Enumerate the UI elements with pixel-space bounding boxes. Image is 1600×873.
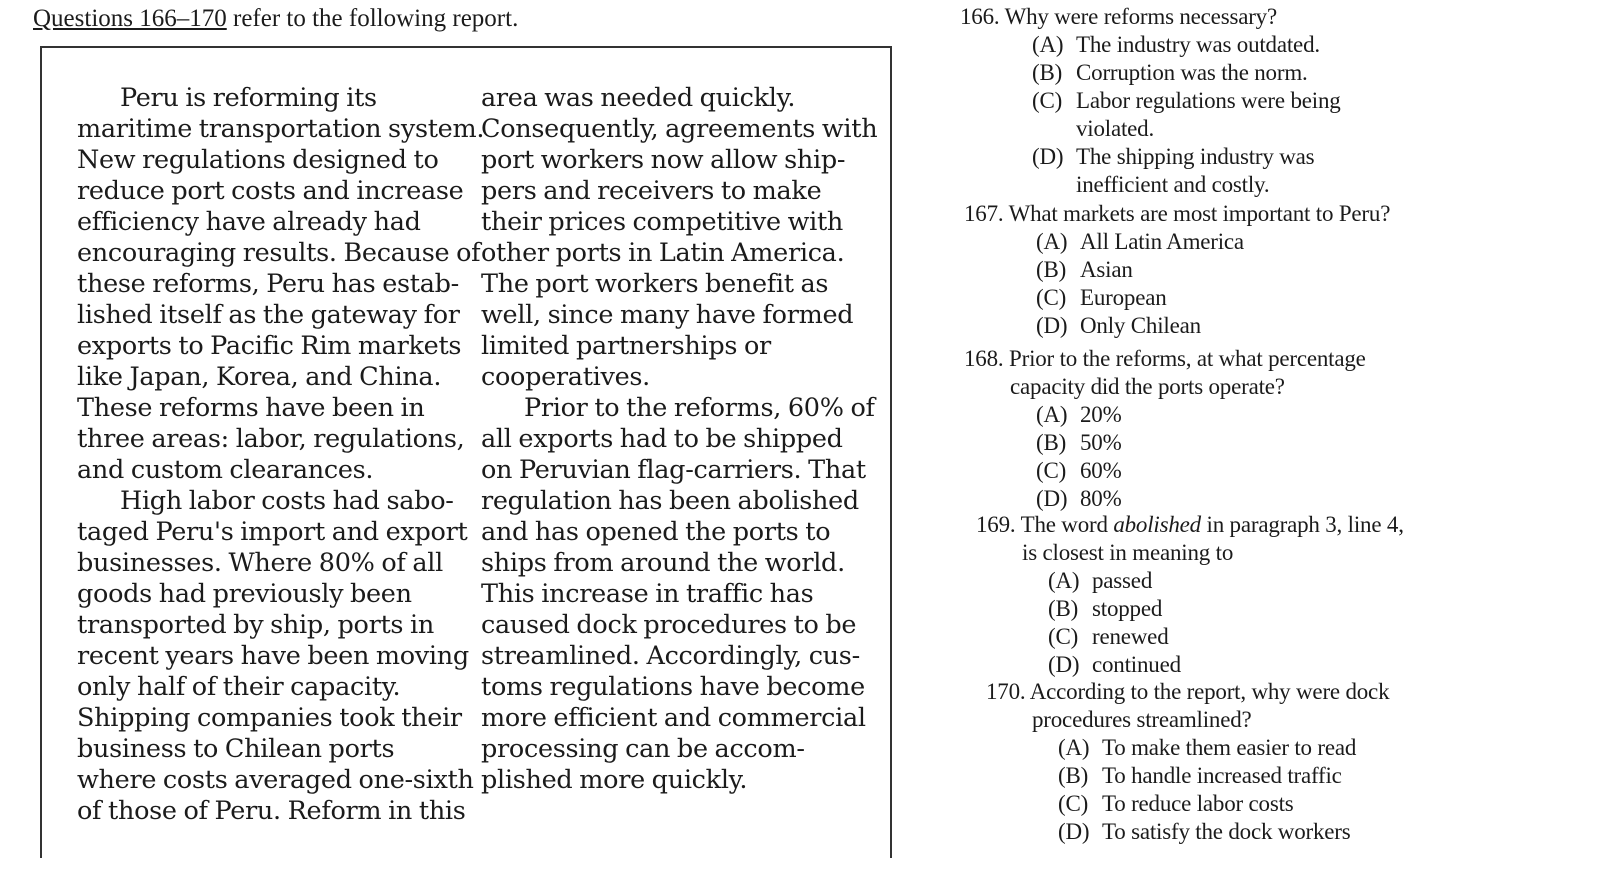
passage-line: streamlined. Accordingly, cus-	[481, 641, 860, 671]
answer-option-b[interactable]: (B) 50%	[1036, 430, 1122, 455]
passage-line: all exports had to be shipped	[481, 424, 843, 454]
passage-line: area was needed quickly.	[481, 83, 796, 113]
question-number: 170.	[986, 679, 1026, 704]
answer-option-b[interactable]: (B) stopped	[1048, 596, 1163, 621]
question-stem: 169. The word abolished in paragraph 3, line 4, is closest in meaning to	[976, 512, 1404, 565]
passage-line: lished itself as the gateway for	[77, 300, 460, 330]
passage-line: on Peruvian flag-carriers. That	[481, 455, 866, 485]
answer-option-d[interactable]: (D) continued	[1048, 652, 1181, 677]
passage-line: exports to Pacific Rim markets	[77, 331, 462, 361]
passage-line: cooperatives.	[481, 362, 650, 392]
question-text: According to the report, why were dock	[1029, 679, 1390, 704]
answer-option-c[interactable]: (C) To reduce labor costs	[1058, 791, 1294, 816]
passage-line: reduce port costs and increase	[77, 176, 464, 206]
passage-line: where costs averaged one-sixth	[77, 765, 474, 795]
question-number: 168.	[964, 346, 1004, 371]
passage-line: pers and receivers to make	[481, 176, 822, 206]
question-keyword: abolished	[1113, 512, 1201, 537]
passage-left-column	[77, 83, 484, 827]
passage-line: businesses. Where 80% of all	[77, 548, 443, 578]
intro-line	[33, 4, 518, 34]
passage-line: Prior to the reforms, 60% of	[524, 393, 875, 423]
passage-line: their prices competitive with	[481, 207, 844, 237]
answer-option-a[interactable]: (A) passed	[1048, 568, 1153, 593]
answer-option-b[interactable]: (B) Asian	[1036, 257, 1133, 282]
answer-option-a[interactable]: (A) The industry was outdated.	[1032, 32, 1320, 57]
intro-rest: refer to the following report.	[226, 5, 519, 32]
answer-option-d[interactable]: (D) 80%	[1036, 486, 1122, 511]
answer-option-c[interactable]: (C) Labor regulations were being violated.	[1032, 88, 1341, 141]
passage-right-column	[481, 83, 877, 796]
question-167	[964, 200, 1390, 340]
answer-option-b[interactable]: (B) To handle increased traffic	[1058, 763, 1342, 788]
passage-line: limited partnerships or	[481, 331, 771, 361]
passage-line: New regulations designed to	[77, 145, 439, 175]
question-170	[986, 678, 1389, 846]
passage-line: more efficient and commercial	[481, 703, 866, 733]
passage-line: and has opened the ports to	[481, 517, 831, 547]
passage-line: toms regulations have become	[481, 672, 865, 702]
passage-line: efficiency have already had	[77, 207, 421, 237]
question-text: Prior to the reforms, at what percentage	[1009, 346, 1366, 371]
question-text: What markets are most important to Peru?	[1008, 201, 1391, 226]
question-168	[964, 345, 1366, 513]
passage-line: other ports in Latin America.	[481, 238, 845, 268]
question-text: The word	[1020, 512, 1114, 537]
question-text-cont: is closest in meaning to	[1022, 540, 1234, 565]
answer-option-d[interactable]: (D) The shipping industry was inefficient and costly.	[1032, 144, 1315, 197]
answer-option-d[interactable]: (D) To satisfy the dock workers	[1058, 819, 1351, 844]
question-169	[976, 511, 1404, 679]
passage-line: maritime transportation system.	[77, 114, 485, 144]
question-stem	[986, 678, 1389, 734]
question-stem	[960, 3, 1341, 31]
answer-option-d[interactable]: (D) Only Chilean	[1036, 313, 1201, 338]
passage-line: encouraging results. Because of	[77, 238, 481, 268]
question-number: 169.	[976, 512, 1016, 537]
question-number: 167.	[964, 201, 1004, 226]
question-number: 166.	[960, 4, 1000, 29]
passage-line: ships from around the world.	[481, 548, 845, 578]
question-stem	[964, 345, 1366, 401]
answer-option-c[interactable]: (C) renewed	[1048, 624, 1169, 649]
passage-line: recent years have been moving	[77, 641, 469, 671]
question-stem	[964, 200, 1390, 228]
passage-line: High labor costs had sabo-	[120, 486, 454, 516]
answer-option-c[interactable]: (C) 60%	[1036, 458, 1122, 483]
passage-line: regulation has been abolished	[481, 486, 859, 516]
passage-line: These reforms have been in	[77, 393, 425, 423]
answer-option-c[interactable]: (C) European	[1036, 285, 1167, 310]
question-text-cont: capacity did the ports operate?	[1010, 374, 1285, 399]
answer-option-b[interactable]: (B) Corruption was the norm.	[1032, 60, 1308, 85]
passage-line: only half of their capacity.	[77, 672, 401, 702]
passage-line: This increase in traffic has	[481, 579, 814, 609]
passage-line: transported by ship, ports in	[77, 610, 435, 640]
passage-line: these reforms, Peru has estab-	[77, 269, 459, 299]
answer-option-a[interactable]: (A) 20%	[1036, 402, 1122, 427]
passage-line: The port workers benefit as	[481, 269, 829, 299]
passage-line: Shipping companies took their	[77, 703, 462, 733]
passage-line: plished more quickly.	[481, 765, 748, 795]
passage-line: caused dock procedures to be	[481, 610, 857, 640]
passage-line: taged Peru's import and export	[77, 517, 468, 547]
passage-line: three areas: labor, regulations,	[77, 424, 465, 454]
passage-line: like Japan, Korea, and China.	[77, 362, 442, 392]
question-166	[960, 3, 1341, 199]
passage-line: of those of Peru. Reform in this	[77, 796, 466, 826]
question-text: Why were reforms necessary?	[1004, 4, 1277, 29]
passage-line: Consequently, agreements with	[481, 114, 878, 144]
passage-line: port workers now allow ship-	[481, 145, 846, 175]
passage-line: goods had previously been	[77, 579, 412, 609]
answer-option-a[interactable]: (A) All Latin America	[1036, 229, 1244, 254]
passage-line: business to Chilean ports	[77, 734, 395, 764]
passage-line: well, since many have formed	[481, 300, 854, 330]
question-text-cont: procedures streamlined?	[1032, 707, 1252, 732]
passage-line: processing can be accom-	[481, 734, 805, 764]
passage-line: and custom clearances.	[77, 455, 374, 485]
answer-option-a[interactable]: (A) To make them easier to read	[1058, 735, 1357, 760]
passage-line: Peru is reforming its	[120, 83, 377, 113]
question-range: Questions 166–170	[33, 5, 227, 32]
